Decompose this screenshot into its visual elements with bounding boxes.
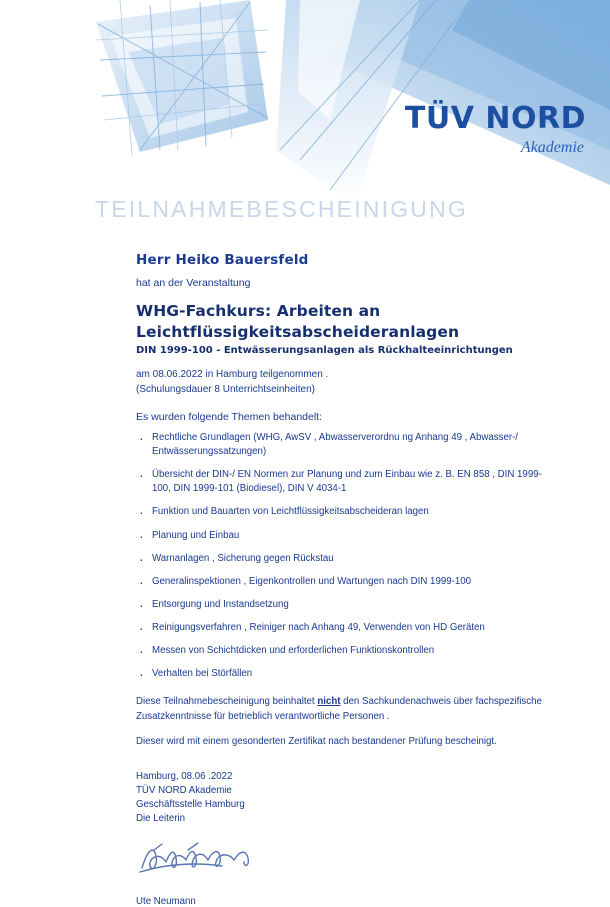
disclaimer-note-part-1: Diese Teilnahmebescheinigung beinhaltet [136,695,318,707]
list-item: · Generalinspektionen , Eigenkontrollen und Wartungen nach DIN 1999-100 [136,575,556,589]
list-item: · Warnanlagen , Sicherung gegen Rückstau [136,552,556,566]
brand-logo [404,101,586,156]
course-title-line-2: Leichtflüssigkeitsabscheideranlagen [136,322,460,341]
brand-subtitle: Akademie [520,139,584,156]
certificate-note: Dieser wird mit einem gesonderten Zertifikat nach bestandener Prüfung bescheinigt. [136,736,497,748]
list-item: · Funktion und Bauarten von Leichtflüssigkeitsabscheideran lagen [136,505,556,519]
attendance-line-2: (Schulungsdauer 8 Unterrichtseinheiten) [136,384,315,396]
signoff-block [136,770,556,826]
signoff-line-3: Geschäftsstelle Hamburg [136,798,245,810]
participation-lead: hat an der Veranstaltung [136,277,251,289]
topics-list [136,431,556,681]
brand-name: TÜV NORD [404,101,586,136]
attendance-details [136,367,556,397]
signoff-line-2: TÜV NORD Akademie [136,784,232,796]
list-item: · Entsorgung und Instandsetzung [136,598,556,612]
list-item: · Reinigungsverfahren , Reiniger nach Anhang 49, Verwenden von HD Geräten [136,621,556,635]
signoff-line-4: Die Leiterin [136,812,186,824]
course-title-line-1: WHG-Fachkurs: Arbeiten an [136,302,381,320]
certificate-body [136,252,556,907]
topics-intro: Es wurden folgende Themen behandelt: [136,411,323,424]
signoff-line-1: Hamburg, 08.06 .2022 [136,770,233,782]
disclaimer-note [136,695,556,724]
list-item: · Planung und Einbau [136,529,556,543]
disclaimer-note-part-2: den Sachkundenachweis über fachspezifische Zusatzkenntnisse für betrieblich verantwortliche Personen . [136,695,542,722]
signer-name: Ute Neumann [136,895,196,907]
list-item: · Übersicht der DIN-/ EN Normen zur Planung und zum Einbau wie z. B. EN 858 , DIN 1999-100, DIN 1999-101 (Biodiesel), DIN V 4034-1 [136,468,556,496]
recipient-name: Herr Heiko Bauersfeld [136,252,309,268]
course-title [136,301,556,342]
list-item: · Messen von Schichtdicken und erforderlichen Funktionskontrollen [136,644,556,658]
course-subtitle: DIN 1999-100 - Entwässerungsanlagen als Rückhalteeinrichtungen [136,345,513,357]
attendance-line-1: am 08.06.2022 in Hamburg teilgenommen . [136,369,329,381]
list-item: · Verhalten bei Störfällen [136,667,556,681]
document-watermark-title: TEILNAHMEBESCHEINIGUNG [95,196,469,222]
list-item: · Rechtliche Grundlagen (WHG, AwSV , Abwasserverordnu ng Anhang 49 , Abwasser-/ Entwässerungssatzungen) [136,431,556,459]
disclaimer-note-emphasis: nicht [317,695,341,707]
